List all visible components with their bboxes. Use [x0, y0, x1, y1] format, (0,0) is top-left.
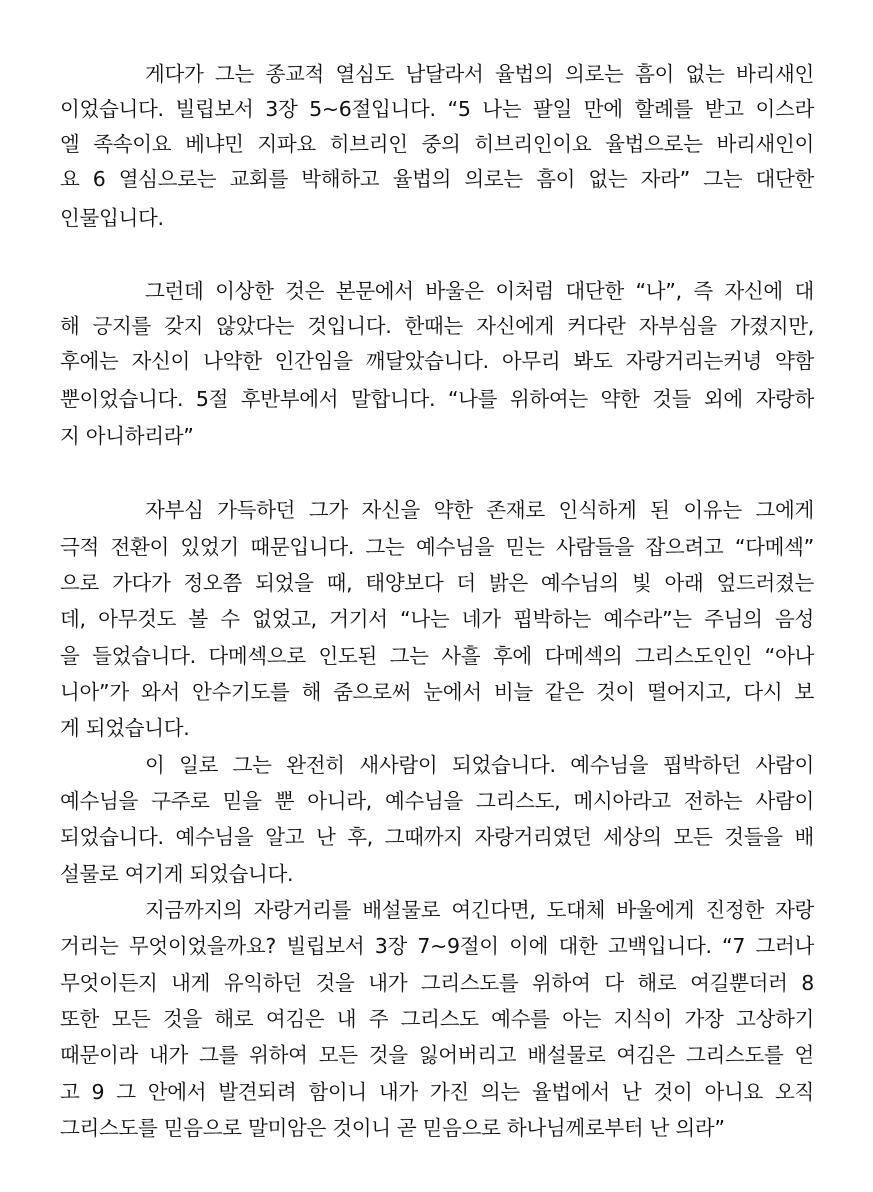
- text-line: 때문이라 내가 그를 위하여 모든 것을 잃어버리고 배설물로 여김은 그리스도를 얻: [60, 1043, 814, 1067]
- text-line: 그런데 이상한 것은 본문에서 바울은 이처럼 대단한 “나”, 즉 자신에 대: [145, 279, 814, 303]
- text-line: 이었습니다. 빌립보서 3장 5~6절입니다. “5 나는 팔일 만에 할례를 받고 이스라: [60, 97, 814, 121]
- text-line: 뿐이었습니다. 5절 후반부에서 말합니다. “나를 위하여는 약한 것들 외에 자랑하: [60, 387, 814, 411]
- text-line: 극적 전환이 있었기 때문입니다. 그는 예수님을 믿는 사람들을 잡으려고 “다메섹”: [60, 535, 814, 559]
- text-line: 되었습니다. 예수님을 알고 난 후, 그때까지 자랑거리였던 세상의 모든 것들을 배: [60, 825, 814, 849]
- text-line: 니아”가 와서 안수기도를 해 줌으로써 눈에서 비늘 같은 것이 떨어지고, 다시 보: [60, 680, 814, 704]
- text-line: 데, 아무것도 볼 수 없었고, 거기서 “나는 네가 핍박하는 예수라”는 주님의 음성: [60, 607, 814, 631]
- text-line: 후에는 자신이 나약한 인간임을 깨달았습니다. 아무리 봐도 자랑거리는커녕 약함: [60, 349, 814, 373]
- text-line: 요 6 열심으로는 교회를 박해하고 율법의 의로는 흠이 없는 자라” 그는 대단한: [60, 167, 814, 191]
- text-line: 무엇이든지 내게 유익하던 것을 내가 그리스도를 위하여 다 해로 여길뿐더러 8: [60, 971, 814, 995]
- text-line: 지금까지의 자랑거리를 배설물로 여긴다면, 도대체 바울에게 진정한 자랑: [145, 898, 814, 922]
- text-line: 지 아니하리라”: [60, 424, 194, 448]
- text-line: 설물로 여기게 되었습니다.: [60, 862, 294, 886]
- text-line: 예수님을 구주로 믿을 뿐 아니라, 예수님을 그리스도, 메시아라고 전하는 사람이: [60, 789, 814, 813]
- text-line: 고 9 그 안에서 발견되려 함이니 내가 가진 의는 율법에서 난 것이 아니요 오직: [60, 1080, 814, 1104]
- text-line: 게다가 그는 종교적 열심도 남달라서 율법의 의로는 흠이 없는 바리새인: [145, 62, 814, 86]
- text-line: 그리스도를 믿음으로 말미암은 것이니 곧 믿음으로 하나님께로부터 난 의라”: [60, 1116, 725, 1140]
- text-line: 또한 모든 것을 해로 여김은 내 주 그리스도 예수를 아는 지식이 가장 고상하기: [60, 1007, 814, 1031]
- text-line: 엘 족속이요 베냐민 지파요 히브리인 중의 히브리인이요 율법으로는 바리새인이: [60, 132, 814, 156]
- text-line: 거리는 무엇이었을까요? 빌립보서 3장 7~9절이 이에 대한 고백입니다. “7 그러나: [60, 934, 814, 958]
- text-line: 해 긍지를 갖지 않았다는 것입니다. 한때는 자신에게 커다란 자부심을 가졌지만,: [60, 314, 814, 338]
- text-line: 을 들었습니다. 다메섹으로 인도된 그는 사흘 후에 다메섹의 그리스도인인 “아나: [60, 644, 814, 668]
- text-line: 으로 가다가 정오쯤 되었을 때, 태양보다 더 밝은 예수님의 빛 아래 엎드러졌는: [60, 571, 814, 595]
- text-line: 게 되었습니다.: [60, 716, 190, 740]
- text-line: 자부심 가득하던 그가 자신을 약한 존재로 인식하게 된 이유는 그에게: [145, 498, 814, 522]
- text-line: 인물입니다.: [60, 206, 164, 230]
- text-line: 이 일로 그는 완전히 새사람이 되었습니다. 예수님을 핍박하던 사람이: [145, 753, 814, 777]
